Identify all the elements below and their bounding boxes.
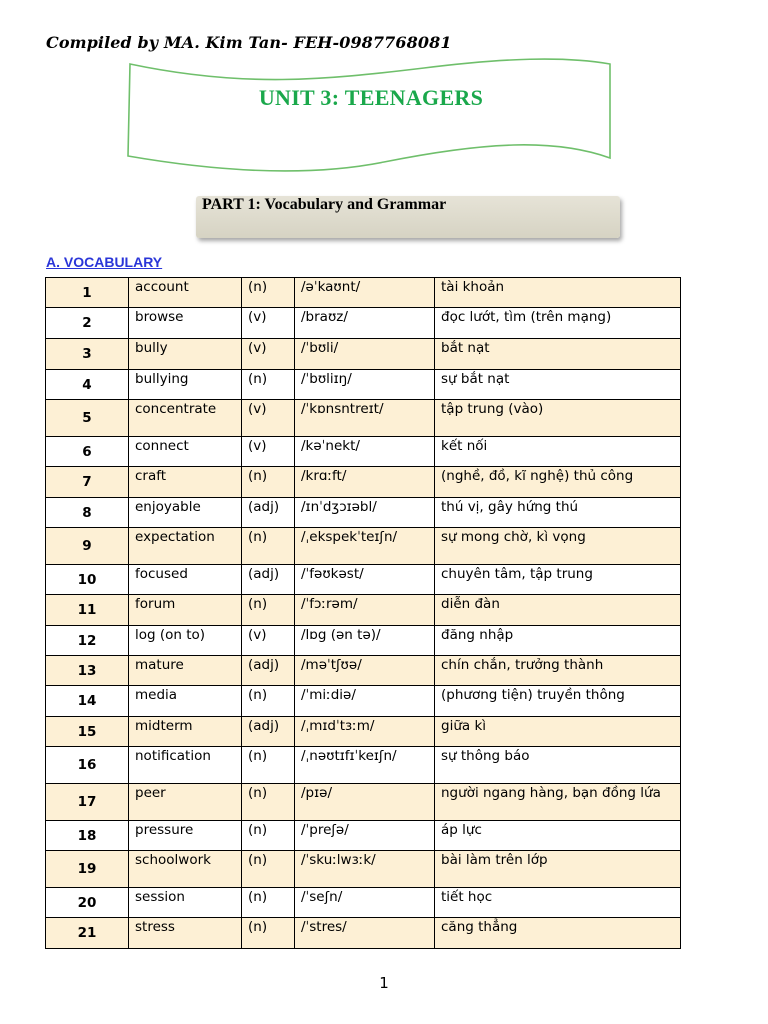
- table-row: [46, 467, 681, 498]
- unit-title: UNIT 3: TEENAGERS: [258, 85, 484, 110]
- vocab-word: media: [129, 686, 242, 717]
- part-of-speech: (v): [242, 308, 295, 339]
- vietnamese-meaning: người ngang hàng, bạn đồng lứa: [435, 784, 681, 821]
- pronunciation: /lɒg (ən tə)/: [295, 626, 435, 656]
- part-of-speech: (n): [242, 528, 295, 565]
- vietnamese-meaning: tài khoản: [435, 278, 681, 308]
- part-of-speech: (adj): [242, 656, 295, 686]
- row-number: 21: [46, 918, 129, 949]
- vocab-word: browse: [129, 308, 242, 339]
- pronunciation: /ˌekspekˈteɪʃn/: [295, 528, 435, 565]
- vocab-word: concentrate: [129, 400, 242, 437]
- vocab-word: forum: [129, 595, 242, 626]
- row-number: 20: [46, 888, 129, 918]
- row-number: 6: [46, 437, 129, 467]
- unit-banner: [124, 58, 614, 173]
- pronunciation: /pɪə/: [295, 784, 435, 821]
- vocab-word: mature: [129, 656, 242, 686]
- vocabulary-section-heading: A. VOCABULARY: [46, 254, 163, 270]
- pronunciation: /ˈfəʊkəst/: [295, 565, 435, 595]
- row-number: 12: [46, 626, 129, 656]
- vietnamese-meaning: (phương tiện) truyền thông: [435, 686, 681, 717]
- vocab-word: session: [129, 888, 242, 918]
- vietnamese-meaning: tập trung (vào): [435, 400, 681, 437]
- table-row: [46, 821, 681, 851]
- table-row: [46, 918, 681, 949]
- table-row: [46, 784, 681, 821]
- table-row: [46, 339, 681, 370]
- banner-wave-shape: [124, 58, 618, 173]
- vietnamese-meaning: bắt nạt: [435, 339, 681, 370]
- pronunciation: /ˈbʊliɪŋ/: [295, 370, 435, 400]
- table-row: [46, 747, 681, 784]
- pronunciation: /ˌmɪdˈtɜːm/: [295, 717, 435, 747]
- part-heading-box: [196, 196, 620, 238]
- vocab-word: pressure: [129, 821, 242, 851]
- part-of-speech: (n): [242, 370, 295, 400]
- row-number: 3: [46, 339, 129, 370]
- pronunciation: /ˈseʃn/: [295, 888, 435, 918]
- vocab-word: account: [129, 278, 242, 308]
- row-number: 11: [46, 595, 129, 626]
- vocab-word: expectation: [129, 528, 242, 565]
- vocab-word: enjoyable: [129, 498, 242, 528]
- table-row: [46, 498, 681, 528]
- part-of-speech: (v): [242, 626, 295, 656]
- vocab-word: connect: [129, 437, 242, 467]
- part-of-speech: (n): [242, 888, 295, 918]
- vietnamese-meaning: sự bắt nạt: [435, 370, 681, 400]
- page-number: 1: [379, 974, 389, 992]
- row-number: 19: [46, 851, 129, 888]
- vocab-word: log (on to): [129, 626, 242, 656]
- pronunciation: /ˈfɔːrəm/: [295, 595, 435, 626]
- row-number: 13: [46, 656, 129, 686]
- pronunciation: /ˈmiːdiə/: [295, 686, 435, 717]
- pronunciation: /əˈkaʊnt/: [295, 278, 435, 308]
- row-number: 10: [46, 565, 129, 595]
- vietnamese-meaning: đăng nhập: [435, 626, 681, 656]
- vocab-word: focused: [129, 565, 242, 595]
- row-number: 5: [46, 400, 129, 437]
- part-heading: PART 1: Vocabulary and Grammar: [202, 196, 447, 213]
- part-of-speech: (adj): [242, 498, 295, 528]
- vocab-word: bullying: [129, 370, 242, 400]
- vietnamese-meaning: căng thẳng: [435, 918, 681, 949]
- part-of-speech: (n): [242, 467, 295, 498]
- row-number: 15: [46, 717, 129, 747]
- row-number: 16: [46, 747, 129, 784]
- vietnamese-meaning: chuyên tâm, tập trung: [435, 565, 681, 595]
- pronunciation: /ɪnˈdʒɔɪəbl/: [295, 498, 435, 528]
- vietnamese-meaning: chín chắn, trưởng thành: [435, 656, 681, 686]
- vietnamese-meaning: diễn đàn: [435, 595, 681, 626]
- pronunciation: /ˌnəʊtɪfɪˈkeɪʃn/: [295, 747, 435, 784]
- vietnamese-meaning: tiết học: [435, 888, 681, 918]
- table-row: [46, 565, 681, 595]
- row-number: 4: [46, 370, 129, 400]
- part-of-speech: (v): [242, 437, 295, 467]
- part-of-speech: (n): [242, 851, 295, 888]
- part-of-speech: (v): [242, 400, 295, 437]
- pronunciation: /məˈtʃʊə/: [295, 656, 435, 686]
- table-row: [46, 656, 681, 686]
- compiler-credit: Compiled by MA. Kim Tan- FEH-0987768081: [46, 33, 452, 52]
- pronunciation: /braʊz/: [295, 308, 435, 339]
- table-row: [46, 851, 681, 888]
- vietnamese-meaning: bài làm trên lớp: [435, 851, 681, 888]
- vocab-word: schoolwork: [129, 851, 242, 888]
- table-row: [46, 888, 681, 918]
- row-number: 7: [46, 467, 129, 498]
- row-number: 2: [46, 308, 129, 339]
- part-of-speech: (adj): [242, 565, 295, 595]
- pronunciation: /krɑːft/: [295, 467, 435, 498]
- vietnamese-meaning: đọc lướt, tìm (trên mạng): [435, 308, 681, 339]
- vocab-word: craft: [129, 467, 242, 498]
- row-number: 1: [46, 278, 129, 308]
- part-of-speech: (n): [242, 784, 295, 821]
- table-row: [46, 686, 681, 717]
- table-row: [46, 370, 681, 400]
- part-of-speech: (n): [242, 747, 295, 784]
- vietnamese-meaning: kết nối: [435, 437, 681, 467]
- row-number: 8: [46, 498, 129, 528]
- table-row: [46, 308, 681, 339]
- part-of-speech: (adj): [242, 717, 295, 747]
- vocab-word: peer: [129, 784, 242, 821]
- table-row: [46, 278, 681, 308]
- table-row: [46, 717, 681, 747]
- pronunciation: /ˈpreʃə/: [295, 821, 435, 851]
- pronunciation: /kəˈnekt/: [295, 437, 435, 467]
- pronunciation: /ˈskuːlwɜːk/: [295, 851, 435, 888]
- pronunciation: /ˈbʊli/: [295, 339, 435, 370]
- pronunciation: /ˈstres/: [295, 918, 435, 949]
- vietnamese-meaning: áp lực: [435, 821, 681, 851]
- row-number: 18: [46, 821, 129, 851]
- vocab-word: notification: [129, 747, 242, 784]
- row-number: 9: [46, 528, 129, 565]
- table-row: [46, 528, 681, 565]
- vocab-word: midterm: [129, 717, 242, 747]
- table-row: [46, 400, 681, 437]
- part-of-speech: (n): [242, 595, 295, 626]
- part-of-speech: (v): [242, 339, 295, 370]
- row-number: 14: [46, 686, 129, 717]
- row-number: 17: [46, 784, 129, 821]
- vietnamese-meaning: sự thông báo: [435, 747, 681, 784]
- table-row: [46, 626, 681, 656]
- vocab-word: bully: [129, 339, 242, 370]
- vocabulary-table: [45, 277, 681, 949]
- part-of-speech: (n): [242, 918, 295, 949]
- pronunciation: /ˈkɒnsntreɪt/: [295, 400, 435, 437]
- table-row: [46, 437, 681, 467]
- part-of-speech: (n): [242, 278, 295, 308]
- vietnamese-meaning: sự mong chờ, kì vọng: [435, 528, 681, 565]
- vietnamese-meaning: thú vị, gây hứng thú: [435, 498, 681, 528]
- part-of-speech: (n): [242, 686, 295, 717]
- table-row: [46, 595, 681, 626]
- vietnamese-meaning: (nghề, đồ, kĩ nghệ) thủ công: [435, 467, 681, 498]
- vocab-word: stress: [129, 918, 242, 949]
- part-of-speech: (n): [242, 821, 295, 851]
- vietnamese-meaning: giữa kì: [435, 717, 681, 747]
